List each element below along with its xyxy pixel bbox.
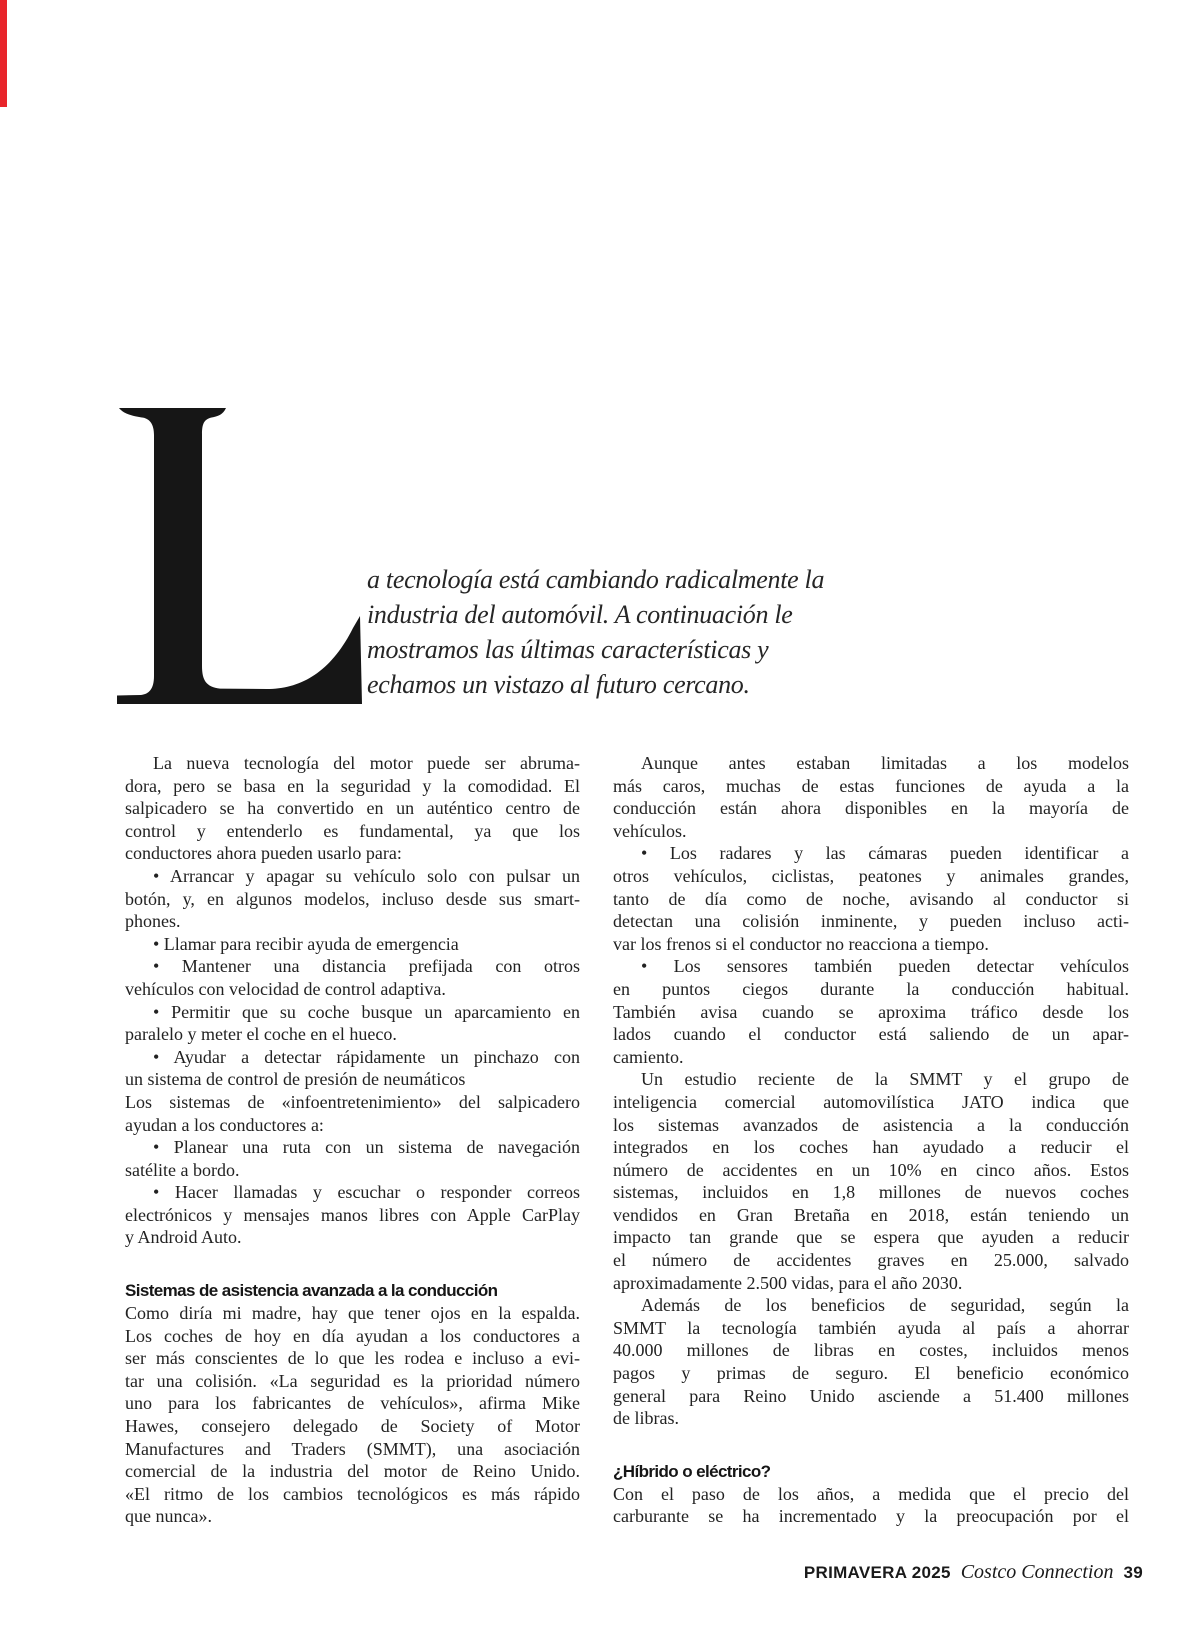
text-line: Los coches de hoy en día ayudan a los conductores a [125, 1325, 580, 1346]
text-line: Aunque antes estaban limitadas a los modelos [641, 753, 1129, 773]
text-line: electrónicos y mensajes manos libres con Apple CarPlay [125, 1204, 580, 1225]
text-line: detectan una colisión inminente, y pueden incluso acti- [613, 911, 1129, 932]
text-line: La nueva tecnología del motor puede ser abruma- [153, 753, 580, 773]
body-column-left [125, 752, 580, 1528]
text-line: conductores ahora pueden usarlo para: [125, 843, 402, 864]
page-footer [804, 1561, 1143, 1584]
dropcap-letter-l [117, 408, 365, 704]
text-line: • Los radares y las cámaras pueden identificar a [641, 843, 1129, 864]
text-line: Además de los beneficios de seguridad, según la [641, 1295, 1129, 1316]
text-line: tanto de día como de noche, avisando al conductor si [613, 888, 1129, 909]
section-heading: ¿Híbrido o eléctrico? [613, 1461, 771, 1481]
text-line: Los sistemas de «infoentretenimiento» del salpicadero [125, 1091, 580, 1112]
text-line: que nunca». [125, 1506, 212, 1527]
footer-magazine-title: Costco Connection [960, 1561, 1114, 1583]
text-line: salpicadero se ha convertido en un auténtico centro de [125, 798, 580, 819]
text-line: También avisa cuando se aproxima tráfico desde los [613, 1001, 1129, 1022]
intro-line: mostramos las últimas características y [367, 635, 769, 664]
text-line: 40.000 millones de libras en costes, incluidos menos [613, 1340, 1129, 1361]
text-line: control y entenderlo es fundamental, ya que los [125, 820, 580, 841]
text-line: • Arrancar y apagar su vehículo solo con pulsar un [153, 865, 580, 886]
text-line: ser más conscientes de lo que les rodea e incluso a evi- [125, 1348, 580, 1369]
footer-season: PRIMAVERA 2025 [803, 1563, 951, 1582]
text-line: SMMT la tecnología también ayuda al país a ahorrar [613, 1317, 1129, 1338]
text-line: botón, y, en algunos modelos, incluso desde sus smart- [125, 888, 580, 909]
footer-page-number: 39 [1123, 1563, 1143, 1582]
text-line: vendidos en Gran Bretaña en 2018, están teniendo un [613, 1204, 1129, 1225]
text-line: Con el paso de los años, a medida que el precio del [613, 1483, 1129, 1504]
intro-line: industria del automóvil. A continuación le [367, 600, 793, 629]
text-line: el número de accidentes graves en 25.000, salvado [613, 1250, 1129, 1271]
text-line: más caros, muchas de estas funciones de ayuda a la [613, 775, 1129, 796]
page-edge-marker [0, 0, 7, 107]
text-line: lados cuando el conductor está saliendo de un apar- [613, 1024, 1129, 1045]
text-line: número de accidentes en un 10% en cinco años. Estos [613, 1159, 1129, 1180]
text-line: inteligencia comercial automovilística JATO indica que [613, 1091, 1129, 1112]
text-line: otros vehículos, ciclistas, peatones y animales grandes, [613, 865, 1129, 886]
text-line: • Permitir que su coche busque un aparcamiento en [153, 1001, 580, 1022]
dropcap-glyph [117, 408, 362, 704]
text-line: de libras. [613, 1408, 679, 1429]
text-line: paralelo y meter el coche en el hueco. [125, 1024, 397, 1045]
text-line: ayudan a los conductores a: [125, 1114, 324, 1135]
intro-line: a tecnología está cambiando radicalmente la [367, 565, 825, 594]
text-line: general para Reino Unido asciende a 51.400 millones [613, 1385, 1129, 1406]
intro-line: echamos un vistazo al futuro cercano. [367, 670, 750, 699]
text-line: • Planear una ruta con un sistema de navegación [153, 1137, 580, 1158]
text-line: un sistema de control de presión de neumáticos [125, 1069, 466, 1090]
text-line: los sistemas avanzados de asistencia a la conducción [613, 1114, 1129, 1135]
text-line: • Hacer llamadas y escuchar o responder correos [153, 1182, 580, 1203]
body-column-right [613, 752, 1129, 1528]
text-line: en puntos ciegos durante la conducción habitual. [613, 978, 1129, 999]
edge-marker-bar [0, 0, 7, 107]
text-line: Hawes, consejero delegado de Society of Motor [125, 1416, 580, 1437]
text-line: y Android Auto. [125, 1227, 242, 1248]
text-line: carburante se ha incrementado y la preocupación por el [613, 1506, 1129, 1527]
section-heading: Sistemas de asistencia avanzada a la conducción [125, 1281, 498, 1301]
text-line: • Ayudar a detectar rápidamente un pinchazo con [153, 1046, 580, 1067]
text-line: Un estudio reciente de la SMMT y el grupo de [641, 1069, 1129, 1090]
text-line: impacto tan grande que se espera que ayuden a reducir [613, 1227, 1129, 1248]
text-line: aproximadamente 2.500 vidas, para el año 2030. [613, 1272, 963, 1293]
text-line: • Llamar para recibir ayuda de emergencia [153, 933, 459, 954]
intro-deck [367, 562, 887, 702]
text-line: pagos y primas de seguro. El beneficio económico [613, 1363, 1129, 1384]
text-line: dora, pero se basa en la seguridad y la comodidad. El [125, 775, 580, 796]
text-line: Manufactures and Traders (SMMT), una asociación [125, 1438, 580, 1459]
text-line: tar una colisión. «La seguridad es la prioridad número [125, 1370, 580, 1391]
text-line: vehículos con velocidad de control adaptiva. [125, 978, 446, 999]
text-line: comercial de la industria del motor de Reino Unido. [125, 1461, 580, 1482]
text-line: conducción están ahora disponibles en la mayoría de [613, 798, 1129, 819]
text-line: var los frenos si el conductor no reacciona a tiempo. [613, 933, 989, 954]
text-line: • Los sensores también pueden detectar vehículos [641, 956, 1129, 977]
text-line: uno para los fabricantes de vehículos», afirma Mike [125, 1393, 580, 1414]
text-line: satélite a bordo. [125, 1159, 240, 1180]
text-line: integrados en los coches han ayudado a reducir el [613, 1137, 1129, 1158]
text-line: sistemas, incluidos en 1,8 millones de nuevos coches [613, 1182, 1129, 1203]
text-line: • Mantener una distancia prefijada con otros [153, 956, 580, 977]
text-line: camiento. [613, 1046, 684, 1067]
text-line: Como diría mi madre, hay que tener ojos en la espalda. [125, 1303, 580, 1324]
text-line: vehículos. [613, 820, 687, 841]
text-line: «El ritmo de los cambios tecnológicos es más rápido [125, 1483, 580, 1504]
text-line: phones. [125, 911, 181, 932]
